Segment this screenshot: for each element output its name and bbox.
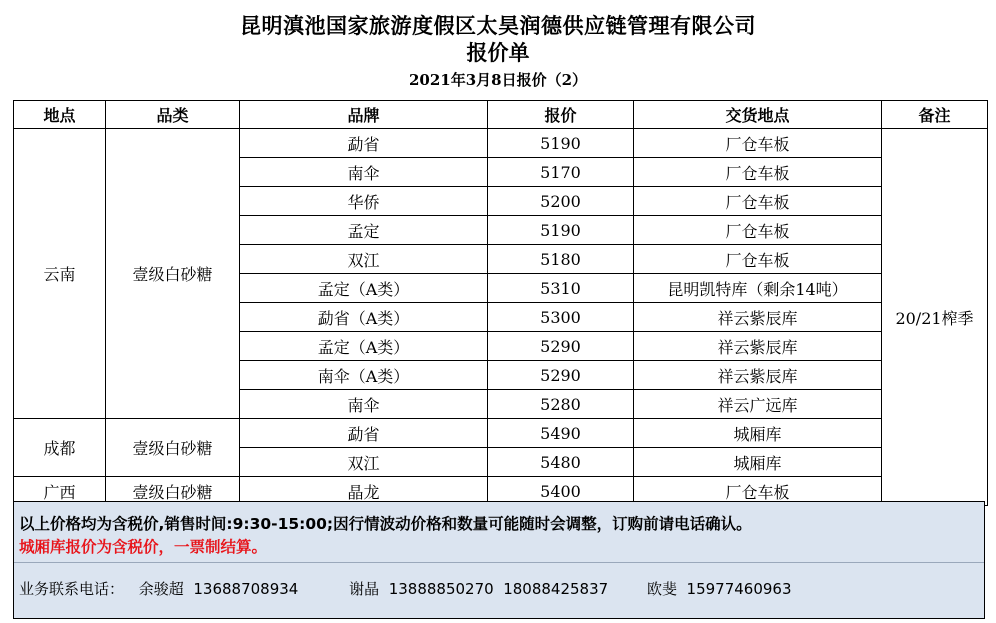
- brand-cell: 勐省（A类）: [240, 303, 488, 332]
- column-header-delivery: 交货地点: [634, 101, 882, 129]
- brand-cell: 孟定（A类）: [240, 332, 488, 361]
- price-cell: 5300: [488, 303, 634, 332]
- price-cell: 5170: [488, 158, 634, 187]
- delivery-cell: 祥云广远库: [634, 390, 882, 419]
- brand-cell: 双江: [240, 448, 488, 477]
- brand-cell: 孟定: [240, 216, 488, 245]
- company-name: 昆明滇池国家旅游度假区太昊润德供应链管理有限公司: [240, 13, 756, 38]
- column-header-price: 报价: [488, 101, 634, 129]
- brand-cell: 孟定（A类）: [240, 274, 488, 303]
- document-title: 报价单: [466, 40, 530, 65]
- column-header-location: 地点: [14, 101, 106, 129]
- price-cell: 5310: [488, 274, 634, 303]
- brand-cell: 双江: [240, 245, 488, 274]
- delivery-cell: 城厢库: [634, 448, 882, 477]
- table-row: [14, 129, 988, 158]
- delivery-cell: 厂仓车板: [634, 129, 882, 158]
- price-cell: 5190: [488, 129, 634, 158]
- contact-phone: 13688708934: [193, 580, 299, 598]
- price-cell: 5280: [488, 390, 634, 419]
- column-header-remark: 备注: [882, 101, 988, 129]
- column-header-brand: 品牌: [240, 101, 488, 129]
- price-cell: 5480: [488, 448, 634, 477]
- remark-cell: 20/21榨季: [882, 129, 988, 506]
- price-cell: 5200: [488, 187, 634, 216]
- category-cell: 壹级白砂糖: [106, 419, 240, 477]
- table-header-row: [14, 101, 988, 129]
- divider: [14, 562, 984, 563]
- location-cell: 广西: [14, 477, 106, 506]
- brand-cell: 华侨: [240, 187, 488, 216]
- contact-phone: 13888850270 18088425837: [388, 580, 609, 598]
- price-cell: 5290: [488, 332, 634, 361]
- price-cell: 5400: [488, 477, 634, 506]
- brand-cell: 南伞（A类）: [240, 361, 488, 390]
- location-cell: 成都: [14, 419, 106, 477]
- delivery-cell: 厂仓车板: [634, 158, 882, 187]
- delivery-cell: 城厢库: [634, 419, 882, 448]
- notes-panel: [13, 501, 985, 619]
- location-cell: 云南: [14, 129, 106, 419]
- delivery-cell: 昆明凯特库（剩余14吨）: [634, 274, 882, 303]
- contact-label: 业务联系电话：: [19, 580, 125, 598]
- brand-cell: 南伞: [240, 158, 488, 187]
- column-header-category: 品类: [106, 101, 240, 129]
- category-cell: 壹级白砂糖: [106, 129, 240, 419]
- brand-cell: 勐省: [240, 419, 488, 448]
- quote-date: 2021年3月8日报价（2）: [408, 71, 588, 89]
- delivery-cell: 祥云紫辰库: [634, 332, 882, 361]
- price-cell: 5490: [488, 419, 634, 448]
- brand-cell: 勐省: [240, 129, 488, 158]
- delivery-cell: 厂仓车板: [634, 477, 882, 506]
- contact-name: 欧斐: [646, 580, 677, 598]
- price-notice: 以上价格均为含税价,销售时间:9:30-15:00;因行情波动价格和数量可能随时会调整，订购前请电话确认。: [19, 515, 752, 533]
- table-row: [14, 419, 988, 448]
- contact-phone: 15977460963: [686, 580, 792, 598]
- price-cell: 5190: [488, 216, 634, 245]
- contact-name: 谢晶: [349, 580, 380, 598]
- delivery-cell: 厂仓车板: [634, 245, 882, 274]
- contact-name: 余骏超: [138, 580, 184, 598]
- settlement-notice: 城厢库报价为含税价，一票制结算。: [19, 538, 268, 556]
- category-cell: 壹级白砂糖: [106, 477, 240, 506]
- price-cell: 5290: [488, 361, 634, 390]
- price-table: [13, 100, 988, 506]
- brand-cell: 晶龙: [240, 477, 488, 506]
- delivery-cell: 祥云紫辰库: [634, 361, 882, 390]
- brand-cell: 南伞: [240, 390, 488, 419]
- delivery-cell: 祥云紫辰库: [634, 303, 882, 332]
- delivery-cell: 厂仓车板: [634, 216, 882, 245]
- price-cell: 5180: [488, 245, 634, 274]
- contact-line: [19, 578, 792, 599]
- delivery-cell: 厂仓车板: [634, 187, 882, 216]
